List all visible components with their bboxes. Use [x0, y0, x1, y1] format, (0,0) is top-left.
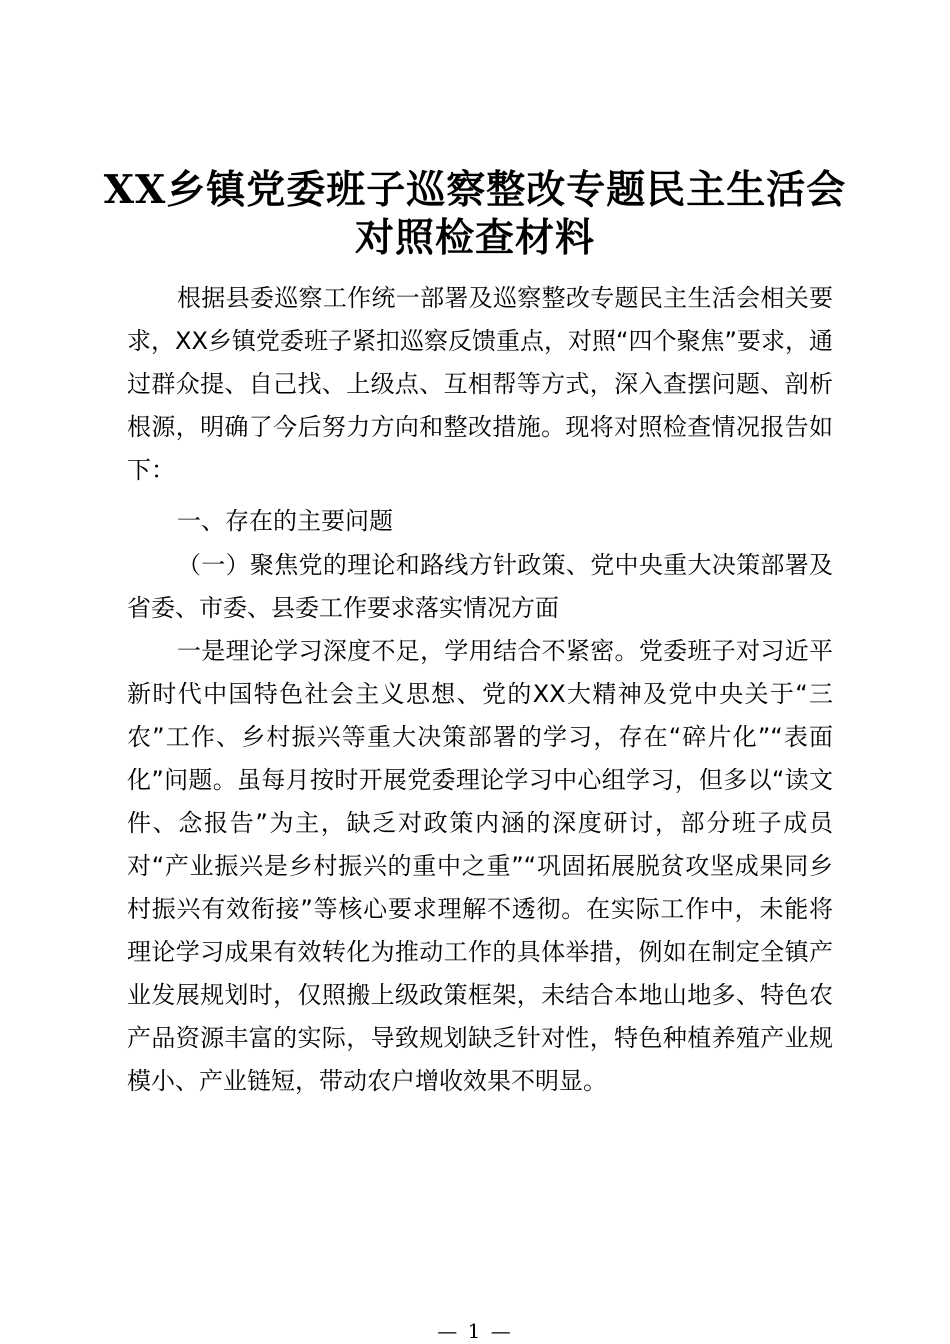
document-title: XX乡镇党委班子巡察整改专题民主生活会对照检查材料	[103, 167, 847, 261]
page-number: — 1 —	[437, 1319, 513, 1343]
subsection-heading: （一）聚焦党的理论和路线方针政策、党中央重大决策部署及省委、市委、县委工作要求落实情况方面	[127, 551, 833, 622]
intro-paragraph: 根据县委巡察工作统一部署及巡察整改专题民主生活会相关要求，XX乡镇党委班子紧扣巡察反馈重点，对照“四个聚焦”要求，通过群众提、自己找、上级点、互相帮等方式，深入查摆问题、剖析根源，明确了今后努力方向和整改措施。现将对照检查情况报告如下：	[127, 284, 833, 484]
point-one-paragraph: 一是理论学习深度不足，学用结合不紧密。党委班子对习近平新时代中国特色社会主义思想、党的XX大精神及党中央关于“三农”工作、乡村振兴等重大决策部署的学习，存在“碎片化”“表面化”问题。虽每月按时开展党委理论学习中心组学习，但多以“读文件、念报告”为主，缺乏对政策内涵的深度研讨，部分班子成员对“产业振兴是乡村振兴的重中之重”“巩固拓展脱贫攻坚成果同乡村振兴有效衔接”等核心要求理解不透彻。在实际工作中，未能将理论学习成果有效转化为推动工作的具体举措，例如在制定全镇产业发展规划时，仅照搬上级政策框架，未结合本地山地多、特色农产品资源丰富的实际，导致规划缺乏针对性，特色种植养殖产业规模小、产业链短，带动农户增收效果不明显。	[127, 637, 833, 1095]
section-heading: 一、存在的主要问题	[177, 507, 393, 535]
